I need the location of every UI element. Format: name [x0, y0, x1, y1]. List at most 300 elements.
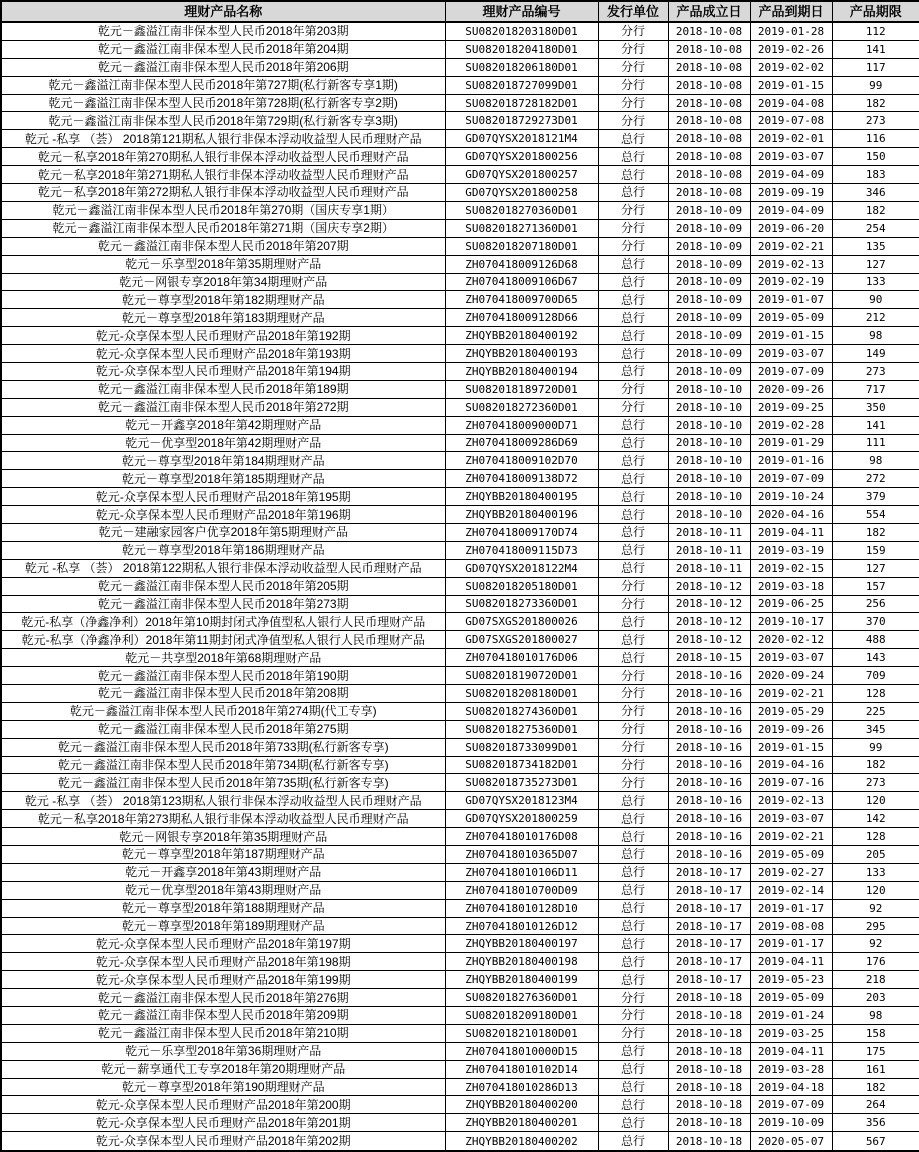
- header-establish-date: 产品成立日: [668, 1, 750, 22]
- cell-establish-date: 2018-10-16: [668, 738, 750, 756]
- cell-product-code: SU082018205180D01: [445, 577, 598, 595]
- cell-maturity-date: 2019-02-01: [750, 130, 832, 148]
- cell-product-code: ZH070418009126D68: [445, 255, 598, 273]
- cell-product-name: 乾元－鑫溢江南非保本型人民币2018年第203期: [1, 22, 445, 40]
- cell-issuing-unit: 总行: [598, 631, 668, 649]
- cell-issuing-unit: 总行: [598, 291, 668, 309]
- cell-establish-date: 2018-10-09: [668, 327, 750, 345]
- cell-maturity-date: 2019-05-09: [750, 989, 832, 1007]
- table-row: [1, 541, 919, 559]
- cell-product-term: 159: [832, 541, 919, 559]
- cell-issuing-unit: 总行: [598, 166, 668, 184]
- table-row: [1, 810, 919, 828]
- cell-establish-date: 2018-10-18: [668, 1042, 750, 1060]
- cell-issuing-unit: 分行: [598, 702, 668, 720]
- cell-product-code: ZHQYBB20180400193: [445, 345, 598, 363]
- cell-product-term: 182: [832, 523, 919, 541]
- cell-product-code: SU082018207180D01: [445, 237, 598, 255]
- cell-product-name: 乾元－鑫溢江南非保本型人民币2018年第210期: [1, 1024, 445, 1042]
- cell-issuing-unit: 分行: [598, 380, 668, 398]
- cell-product-name: 乾元-众享保本型人民币理财产品2018年第200期: [1, 1096, 445, 1114]
- cell-maturity-date: 2019-02-14: [750, 881, 832, 899]
- cell-issuing-unit: 分行: [598, 738, 668, 756]
- cell-product-name: 乾元－鑫溢江南非保本型人民币2018年第206期: [1, 58, 445, 76]
- table-row: [1, 362, 919, 380]
- cell-product-name: 乾元－鑫溢江南非保本型人民币2018年第728期(私行新客专享2期): [1, 94, 445, 112]
- cell-establish-date: 2018-10-08: [668, 184, 750, 202]
- cell-establish-date: 2018-10-18: [668, 1007, 750, 1025]
- cell-maturity-date: 2019-09-25: [750, 398, 832, 416]
- cell-establish-date: 2018-10-10: [668, 470, 750, 488]
- cell-maturity-date: 2019-02-19: [750, 273, 832, 291]
- cell-product-term: 141: [832, 416, 919, 434]
- cell-maturity-date: 2019-05-23: [750, 971, 832, 989]
- cell-establish-date: 2018-10-09: [668, 237, 750, 255]
- cell-product-name: 乾元－鑫溢江南非保本型人民币2018年第273期: [1, 595, 445, 613]
- cell-product-code: SU082018274360D01: [445, 702, 598, 720]
- cell-issuing-unit: 总行: [598, 255, 668, 273]
- cell-maturity-date: 2019-04-11: [750, 953, 832, 971]
- cell-issuing-unit: 分行: [598, 201, 668, 219]
- cell-issuing-unit: 总行: [598, 416, 668, 434]
- cell-product-code: SU082018273360D01: [445, 595, 598, 613]
- cell-product-term: 182: [832, 1078, 919, 1096]
- cell-maturity-date: 2019-07-09: [750, 1096, 832, 1114]
- cell-product-code: ZH070418010128D10: [445, 899, 598, 917]
- cell-product-code: GD07SXGS201800027: [445, 631, 598, 649]
- cell-maturity-date: 2019-02-21: [750, 684, 832, 702]
- table-row: [1, 720, 919, 738]
- cell-maturity-date: 2019-02-15: [750, 559, 832, 577]
- cell-establish-date: 2018-10-08: [668, 112, 750, 130]
- cell-product-code: ZHQYBB20180400192: [445, 327, 598, 345]
- cell-product-term: 98: [832, 1007, 919, 1025]
- table-row: [1, 130, 919, 148]
- cell-product-name: 乾元－鑫溢江南非保本型人民币2018年第734期(私行新客专享): [1, 756, 445, 774]
- table-row: [1, 398, 919, 416]
- cell-issuing-unit: 总行: [598, 613, 668, 631]
- cell-establish-date: 2018-10-10: [668, 488, 750, 506]
- table-row: [1, 345, 919, 363]
- cell-maturity-date: 2019-05-09: [750, 309, 832, 327]
- cell-product-term: 98: [832, 452, 919, 470]
- cell-product-term: 161: [832, 1060, 919, 1078]
- cell-product-code: GD07QYSX201800257: [445, 166, 598, 184]
- cell-establish-date: 2018-10-11: [668, 541, 750, 559]
- cell-product-name: 乾元 -私享 （荟） 2018第123期私人银行非保本浮动收益型人民币理财产品: [1, 792, 445, 810]
- cell-product-term: 350: [832, 398, 919, 416]
- cell-product-name: 乾元－鑫溢江南非保本型人民币2018年第208期: [1, 684, 445, 702]
- table-row: [1, 559, 919, 577]
- cell-product-name: 乾元－尊享型2018年第183期理财产品: [1, 309, 445, 327]
- cell-issuing-unit: 总行: [598, 1132, 668, 1151]
- cell-issuing-unit: 总行: [598, 810, 668, 828]
- cell-product-name: 乾元-私享（净鑫净利）2018年第11期封闭式净值型私人银行人民币理财产品: [1, 631, 445, 649]
- cell-issuing-unit: 分行: [598, 989, 668, 1007]
- cell-product-term: 133: [832, 863, 919, 881]
- cell-product-term: 567: [832, 1132, 919, 1151]
- cell-issuing-unit: 总行: [598, 846, 668, 864]
- table-row: [1, 649, 919, 667]
- table-row: [1, 76, 919, 94]
- cell-establish-date: 2018-10-17: [668, 863, 750, 881]
- cell-product-name: 乾元-众享保本型人民币理财产品2018年第192期: [1, 327, 445, 345]
- cell-product-term: 116: [832, 130, 919, 148]
- cell-product-term: 99: [832, 76, 919, 94]
- cell-product-name: 乾元－优享型2018年第42期理财产品: [1, 434, 445, 452]
- header-product-term: 产品期限: [832, 1, 919, 22]
- cell-establish-date: 2018-10-08: [668, 148, 750, 166]
- cell-product-name: 乾元-众享保本型人民币理财产品2018年第193期: [1, 345, 445, 363]
- cell-product-name: 乾元－鑫溢江南非保本型人民币2018年第209期: [1, 1007, 445, 1025]
- cell-maturity-date: 2019-04-11: [750, 1042, 832, 1060]
- cell-product-name: 乾元－私享2018年第271期私人银行非保本浮动收益型人民币理财产品: [1, 166, 445, 184]
- cell-maturity-date: 2019-01-15: [750, 738, 832, 756]
- cell-issuing-unit: 总行: [598, 1096, 668, 1114]
- cell-maturity-date: 2019-04-16: [750, 756, 832, 774]
- cell-product-name: 乾元－尊享型2018年第185期理财产品: [1, 470, 445, 488]
- cell-product-name: 乾元－建融家园客户优享2018年第5期理财产品: [1, 523, 445, 541]
- cell-maturity-date: 2019-04-08: [750, 94, 832, 112]
- cell-establish-date: 2018-10-16: [668, 774, 750, 792]
- cell-product-code: ZH070418009138D72: [445, 470, 598, 488]
- cell-issuing-unit: 总行: [598, 273, 668, 291]
- cell-product-code: ZHQYBB20180400197: [445, 935, 598, 953]
- cell-product-code: SU082018208180D01: [445, 684, 598, 702]
- cell-product-code: ZH070418010102D14: [445, 1060, 598, 1078]
- cell-product-name: 乾元－开鑫享2018年第43期理财产品: [1, 863, 445, 881]
- cell-product-name: 乾元－乐享型2018年第35期理财产品: [1, 255, 445, 273]
- cell-establish-date: 2018-10-08: [668, 58, 750, 76]
- cell-issuing-unit: 分行: [598, 94, 668, 112]
- cell-product-term: 203: [832, 989, 919, 1007]
- table-row: [1, 488, 919, 506]
- cell-maturity-date: 2019-04-09: [750, 201, 832, 219]
- cell-maturity-date: 2020-04-16: [750, 506, 832, 524]
- cell-maturity-date: 2019-03-07: [750, 649, 832, 667]
- cell-product-term: 273: [832, 774, 919, 792]
- cell-product-name: 乾元－鑫溢江南非保本型人民币2018年第190期: [1, 667, 445, 685]
- cell-issuing-unit: 总行: [598, 130, 668, 148]
- table-row: [1, 273, 919, 291]
- cell-product-code: ZHQYBB20180400202: [445, 1132, 598, 1151]
- cell-product-term: 272: [832, 470, 919, 488]
- cell-product-term: 264: [832, 1096, 919, 1114]
- table-row: [1, 756, 919, 774]
- table-row: [1, 774, 919, 792]
- cell-product-code: ZH070418009170D74: [445, 523, 598, 541]
- cell-establish-date: 2018-10-09: [668, 291, 750, 309]
- cell-establish-date: 2018-10-10: [668, 416, 750, 434]
- cell-product-term: 127: [832, 255, 919, 273]
- cell-product-term: 346: [832, 184, 919, 202]
- cell-establish-date: 2018-10-17: [668, 971, 750, 989]
- cell-establish-date: 2018-10-16: [668, 684, 750, 702]
- cell-establish-date: 2018-10-09: [668, 201, 750, 219]
- table-row: [1, 219, 919, 237]
- cell-maturity-date: 2019-03-19: [750, 541, 832, 559]
- cell-product-code: ZH070418010176D08: [445, 828, 598, 846]
- cell-maturity-date: 2019-07-08: [750, 112, 832, 130]
- cell-maturity-date: 2019-06-20: [750, 219, 832, 237]
- table-row: [1, 631, 919, 649]
- cell-establish-date: 2018-10-16: [668, 720, 750, 738]
- cell-issuing-unit: 分行: [598, 684, 668, 702]
- table-row: [1, 1060, 919, 1078]
- cell-issuing-unit: 总行: [598, 470, 668, 488]
- cell-product-name: 乾元-私享（净鑫净利）2018年第10期封闭式净值型私人银行人民币理财产品: [1, 613, 445, 631]
- cell-product-code: ZH070418010106D11: [445, 863, 598, 881]
- table-row: [1, 935, 919, 953]
- cell-product-name: 乾元－乐享型2018年第36期理财产品: [1, 1042, 445, 1060]
- cell-issuing-unit: 总行: [598, 1060, 668, 1078]
- cell-product-code: ZH070418009000D71: [445, 416, 598, 434]
- cell-product-code: SU082018272360D01: [445, 398, 598, 416]
- cell-maturity-date: 2019-10-17: [750, 613, 832, 631]
- cell-product-name: 乾元－尊享型2018年第189期理财产品: [1, 917, 445, 935]
- cell-establish-date: 2018-10-10: [668, 398, 750, 416]
- cell-issuing-unit: 分行: [598, 756, 668, 774]
- table-row: [1, 1096, 919, 1114]
- cell-product-name: 乾元－尊享型2018年第184期理财产品: [1, 452, 445, 470]
- cell-product-name: 乾元 -私享 （荟） 2018第121期私人银行非保本浮动收益型人民币理财产品: [1, 130, 445, 148]
- cell-product-name: 乾元－鑫溢江南非保本型人民币2018年第274期(代工专享): [1, 702, 445, 720]
- cell-establish-date: 2018-10-18: [668, 1060, 750, 1078]
- cell-product-code: ZHQYBB20180400200: [445, 1096, 598, 1114]
- cell-product-code: GD07QYSX2018121M4: [445, 130, 598, 148]
- cell-product-term: 175: [832, 1042, 919, 1060]
- table-row: [1, 470, 919, 488]
- cell-product-name: 乾元－鑫溢江南非保本型人民币2018年第733期(私行新客专享): [1, 738, 445, 756]
- cell-maturity-date: 2019-04-09: [750, 166, 832, 184]
- cell-maturity-date: 2020-02-12: [750, 631, 832, 649]
- table-header-row: [1, 1, 919, 22]
- cell-product-name: 乾元－鑫溢江南非保本型人民币2018年第204期: [1, 40, 445, 58]
- cell-product-term: 273: [832, 362, 919, 380]
- cell-maturity-date: 2019-10-09: [750, 1114, 832, 1132]
- cell-product-name: 乾元－鑫溢江南非保本型人民币2018年第272期: [1, 398, 445, 416]
- table-row: [1, 291, 919, 309]
- cell-product-code: SU082018190720D01: [445, 667, 598, 685]
- table-row: [1, 953, 919, 971]
- cell-product-code: ZH070418009700D65: [445, 291, 598, 309]
- cell-product-name: 乾元 -私享 （荟） 2018第122期私人银行非保本浮动收益型人民币理财产品: [1, 559, 445, 577]
- cell-product-name: 乾元－鑫溢江南非保本型人民币2018年第727期(私行新客专享1期): [1, 76, 445, 94]
- table-row: [1, 452, 919, 470]
- table-row: [1, 1078, 919, 1096]
- cell-establish-date: 2018-10-12: [668, 631, 750, 649]
- cell-product-term: 141: [832, 40, 919, 58]
- cell-maturity-date: 2019-02-21: [750, 828, 832, 846]
- table-row: [1, 1114, 919, 1132]
- cell-product-name: 乾元－开鑫享2018年第42期理财产品: [1, 416, 445, 434]
- cell-product-code: ZH070418009286D69: [445, 434, 598, 452]
- cell-product-name: 乾元－鑫溢江南非保本型人民币2018年第735期(私行新客专享): [1, 774, 445, 792]
- cell-issuing-unit: 分行: [598, 720, 668, 738]
- cell-product-code: SU082018189720D01: [445, 380, 598, 398]
- cell-issuing-unit: 总行: [598, 953, 668, 971]
- table-row: [1, 738, 919, 756]
- cell-product-term: 370: [832, 613, 919, 631]
- cell-product-code: SU082018276360D01: [445, 989, 598, 1007]
- header-maturity-date: 产品到期日: [750, 1, 832, 22]
- cell-maturity-date: 2019-07-09: [750, 470, 832, 488]
- cell-product-term: 142: [832, 810, 919, 828]
- cell-product-term: 379: [832, 488, 919, 506]
- cell-issuing-unit: 总行: [598, 488, 668, 506]
- table-row: [1, 1007, 919, 1025]
- cell-product-term: 157: [832, 577, 919, 595]
- cell-product-term: 225: [832, 702, 919, 720]
- cell-establish-date: 2018-10-17: [668, 899, 750, 917]
- cell-establish-date: 2018-10-09: [668, 255, 750, 273]
- cell-product-term: 212: [832, 309, 919, 327]
- cell-establish-date: 2018-10-18: [668, 1078, 750, 1096]
- cell-product-code: SU082018728182D01: [445, 94, 598, 112]
- cell-product-term: 182: [832, 94, 919, 112]
- cell-product-name: 乾元-众享保本型人民币理财产品2018年第194期: [1, 362, 445, 380]
- cell-issuing-unit: 总行: [598, 452, 668, 470]
- cell-product-code: GD07SXGS201800026: [445, 613, 598, 631]
- cell-issuing-unit: 总行: [598, 506, 668, 524]
- cell-maturity-date: 2019-01-07: [750, 291, 832, 309]
- cell-issuing-unit: 总行: [598, 971, 668, 989]
- cell-maturity-date: 2019-01-17: [750, 899, 832, 917]
- cell-maturity-date: 2019-03-25: [750, 1024, 832, 1042]
- cell-establish-date: 2018-10-08: [668, 94, 750, 112]
- cell-product-term: 183: [832, 166, 919, 184]
- table-row: [1, 416, 919, 434]
- cell-establish-date: 2018-10-08: [668, 166, 750, 184]
- table-row: [1, 1024, 919, 1042]
- cell-establish-date: 2018-10-09: [668, 273, 750, 291]
- cell-establish-date: 2018-10-09: [668, 219, 750, 237]
- cell-product-code: ZHQYBB20180400196: [445, 506, 598, 524]
- cell-product-code: ZHQYBB20180400194: [445, 362, 598, 380]
- cell-product-name: 乾元－尊享型2018年第188期理财产品: [1, 899, 445, 917]
- cell-establish-date: 2018-10-16: [668, 810, 750, 828]
- cell-establish-date: 2018-10-18: [668, 1024, 750, 1042]
- cell-maturity-date: 2020-09-24: [750, 667, 832, 685]
- cell-product-term: 273: [832, 112, 919, 130]
- cell-establish-date: 2018-10-10: [668, 434, 750, 452]
- cell-maturity-date: 2019-01-17: [750, 935, 832, 953]
- cell-product-code: ZH070418010126D12: [445, 917, 598, 935]
- cell-maturity-date: 2019-03-07: [750, 810, 832, 828]
- cell-product-code: GD07QYSX2018122M4: [445, 559, 598, 577]
- cell-product-code: ZH070418010000D15: [445, 1042, 598, 1060]
- cell-issuing-unit: 分行: [598, 398, 668, 416]
- cell-product-name: 乾元－鑫溢江南非保本型人民币2018年第189期: [1, 380, 445, 398]
- cell-maturity-date: 2019-09-19: [750, 184, 832, 202]
- cell-issuing-unit: 分行: [598, 1024, 668, 1042]
- cell-product-term: 135: [832, 237, 919, 255]
- cell-product-term: 149: [832, 345, 919, 363]
- cell-maturity-date: 2019-02-13: [750, 792, 832, 810]
- table-row: [1, 1042, 919, 1060]
- cell-establish-date: 2018-10-16: [668, 828, 750, 846]
- cell-product-code: SU082018204180D01: [445, 40, 598, 58]
- cell-product-code: ZH070418009106D67: [445, 273, 598, 291]
- cell-product-name: 乾元－尊享型2018年第186期理财产品: [1, 541, 445, 559]
- header-product-code: 理财产品编号: [445, 1, 598, 22]
- cell-product-term: 205: [832, 846, 919, 864]
- cell-maturity-date: 2019-04-18: [750, 1078, 832, 1096]
- table-row: [1, 434, 919, 452]
- cell-maturity-date: 2019-02-27: [750, 863, 832, 881]
- cell-product-term: 182: [832, 201, 919, 219]
- cell-product-term: 345: [832, 720, 919, 738]
- cell-product-term: 120: [832, 792, 919, 810]
- cell-product-term: 92: [832, 935, 919, 953]
- cell-product-name: 乾元－共享型2018年第68期理财产品: [1, 649, 445, 667]
- cell-maturity-date: 2019-07-09: [750, 362, 832, 380]
- table-row: [1, 166, 919, 184]
- cell-maturity-date: 2019-05-29: [750, 702, 832, 720]
- cell-product-code: ZHQYBB20180400195: [445, 488, 598, 506]
- cell-establish-date: 2018-10-17: [668, 917, 750, 935]
- table-row: [1, 684, 919, 702]
- cell-product-code: SU082018203180D01: [445, 22, 598, 40]
- cell-product-code: ZHQYBB20180400201: [445, 1114, 598, 1132]
- cell-product-name: 乾元－私享2018年第272期私人银行非保本浮动收益型人民币理财产品: [1, 184, 445, 202]
- cell-product-code: GD07QYSX201800256: [445, 148, 598, 166]
- cell-establish-date: 2018-10-17: [668, 953, 750, 971]
- cell-issuing-unit: 总行: [598, 559, 668, 577]
- table-row: [1, 380, 919, 398]
- cell-establish-date: 2018-10-08: [668, 40, 750, 58]
- cell-maturity-date: 2019-01-24: [750, 1007, 832, 1025]
- table-row: [1, 792, 919, 810]
- cell-product-code: ZH070418010176D06: [445, 649, 598, 667]
- cell-establish-date: 2018-10-18: [668, 1132, 750, 1151]
- cell-product-term: 92: [832, 899, 919, 917]
- cell-product-code: SU082018735273D01: [445, 774, 598, 792]
- cell-product-name: 乾元-众享保本型人民币理财产品2018年第198期: [1, 953, 445, 971]
- cell-product-name: 乾元－薪享通代工专享2018年第20期理财产品: [1, 1060, 445, 1078]
- table-row: [1, 971, 919, 989]
- table-row: [1, 58, 919, 76]
- cell-issuing-unit: 总行: [598, 362, 668, 380]
- cell-product-term: 218: [832, 971, 919, 989]
- cell-establish-date: 2018-10-10: [668, 506, 750, 524]
- cell-product-term: 554: [832, 506, 919, 524]
- cell-maturity-date: 2019-02-26: [750, 40, 832, 58]
- cell-product-name: 乾元-众享保本型人民币理财产品2018年第199期: [1, 971, 445, 989]
- cell-product-name: 乾元－尊享型2018年第190期理财产品: [1, 1078, 445, 1096]
- table-row: [1, 201, 919, 219]
- cell-establish-date: 2018-10-09: [668, 345, 750, 363]
- table-row: [1, 94, 919, 112]
- cell-issuing-unit: 总行: [598, 1078, 668, 1096]
- cell-product-name: 乾元－鑫溢江南非保本型人民币2018年第275期: [1, 720, 445, 738]
- cell-issuing-unit: 总行: [598, 434, 668, 452]
- cell-maturity-date: 2019-01-16: [750, 452, 832, 470]
- cell-product-code: GD07QYSX2018123M4: [445, 792, 598, 810]
- table-row: [1, 1132, 919, 1151]
- cell-product-term: 143: [832, 649, 919, 667]
- cell-maturity-date: 2019-01-29: [750, 434, 832, 452]
- cell-product-name: 乾元-众享保本型人民币理财产品2018年第195期: [1, 488, 445, 506]
- cell-product-term: 256: [832, 595, 919, 613]
- cell-issuing-unit: 总行: [598, 792, 668, 810]
- table-row: [1, 846, 919, 864]
- cell-product-name: 乾元-众享保本型人民币理财产品2018年第202期: [1, 1132, 445, 1151]
- table-row: [1, 327, 919, 345]
- cell-product-code: ZHQYBB20180400199: [445, 971, 598, 989]
- cell-establish-date: 2018-10-16: [668, 667, 750, 685]
- cell-maturity-date: 2019-09-26: [750, 720, 832, 738]
